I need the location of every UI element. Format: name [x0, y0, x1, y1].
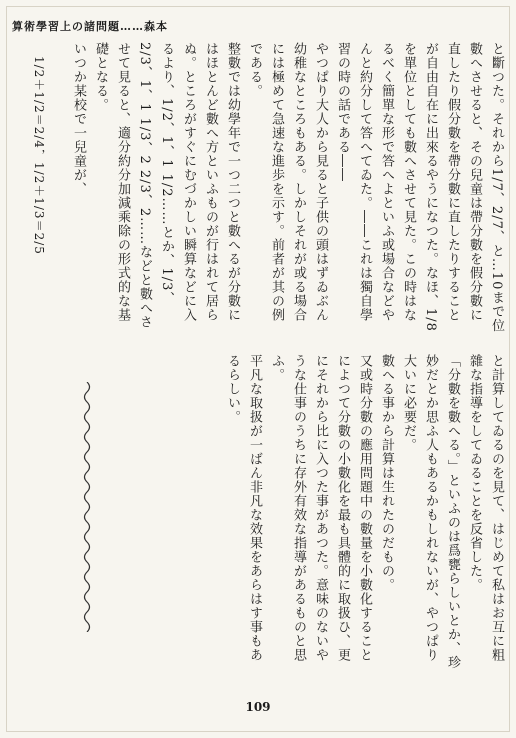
page-number: 109: [245, 700, 271, 714]
paragraph-8: 又或時分數の應用問題中の數量を小數化することによつて分數の小數化を最も具體的に取扱ひ、更にそれから比に入つた事があつた。意味のないやうな仕事のうちに存外有效な指導があるものと思ふ。: [269, 354, 372, 662]
wavy-section-divider: [80, 382, 94, 632]
paragraph-4: いつか某校で一兒童が、: [71, 42, 86, 196]
running-title: 算術學習上の諸問題……森本: [12, 20, 168, 33]
paragraph-3: 整數では幼學年で一つ二つと數へるが分數にはほとんど數へ方といふものが行はれて居らぬ。ところがすぐにむづかしい瞬算などに入るより、1/2、1、1 1/2……とか、1/3、2/3、1、1 1/3、2 2/3、2……などと數へさせて見ると、適分約分加減乘除の形式的な基礎となる。: [93, 42, 240, 330]
paragraph-1: と斷つた。それから1/7、2/7、と…10まで位數へさせると、その兒童は帶分數を假分數に直したり假分數を帶分數に直したりすることが自由自在に出來るやうになつた。なほ、1/8を單位としても數へさせて見た。この時はなるべく簡單な形で答へよといふ或場合などやんと約分して答へてゐた。――これは獨自學習の時の話である――: [335, 42, 504, 333]
fraction-formula: 1/2＋1/2＝2/4，1/2＋1/3＝2/5: [32, 56, 46, 255]
paragraph-9: 平凡な取扱が一ばん非凡な效果をあらはす事もあるらしい。: [225, 354, 262, 662]
paragraph-6: 「分數を數へる。」といふのは爲甕らしいとか、珍妙だとか思ふ人もあるかもしれないが、やつぱり大いに必要だ。: [401, 354, 460, 670]
body-text-top: [52, 42, 507, 334]
paragraph-7: 數へる事から計算は生れたのだもの。: [379, 354, 394, 592]
paragraph-2: やつぱり大人から見ると子供の頭はずゐぶん幼稚なところもある。しかしそれが或る場合には極めて急速な進歩を示す。前者が其の例である。: [247, 42, 328, 322]
paragraph-5: と計算してゐるのを見て、はじめて私はお互に粗雜な指導をしてゐることを反省した。: [467, 354, 504, 662]
body-text-bottom: [180, 354, 507, 674]
